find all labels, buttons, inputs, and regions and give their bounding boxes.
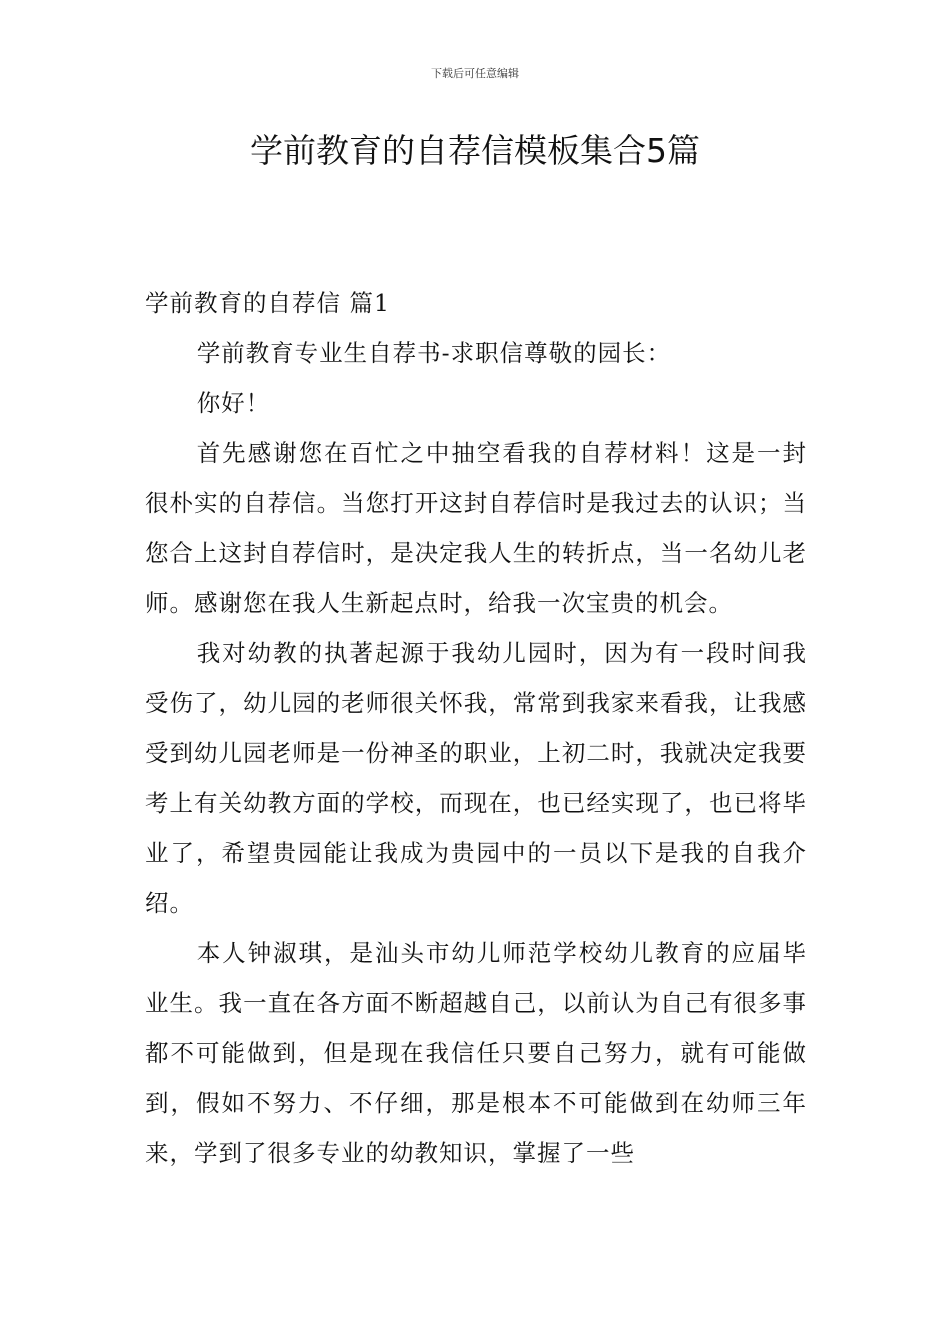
paragraph-greeting: 你好！ <box>196 389 271 417</box>
paragraph-intro: 首先感谢您在百忙之中抽空看我的自荐材料！这是一封很朴实的自荐信。当您打开这封自荐信时是我过去的认识；当您合上这封自荐信时，是决定我人生的转折点，当一名幼儿老师。感谢您在我人生新起点时，给我一次宝贵的机会。 <box>145 439 807 617</box>
document-body <box>145 278 807 1178</box>
paragraph-salutation: 学前教育专业生自荐书-求职信尊敬的园长： <box>196 339 672 367</box>
paragraph-motivation: 我对幼教的执著起源于我幼儿园时，因为有一段时间我受伤了，幼儿园的老师很关怀我，常常到我家来看我，让我感受到幼儿园老师是一份神圣的职业，上初二时，我就决定我要考上有关幼教方面的学校，而现在，也已经实现了，也已将毕业了，希望贵园能让我成为贵园中的一员以下是我的自我介绍。 <box>145 639 807 917</box>
section-heading: 学前教育的自荐信 篇1 <box>145 289 390 317</box>
paragraph-self-introduction: 本人钟淑琪，是汕头市幼儿师范学校幼儿教育的应届毕业生。我一直在各方面不断超越自己，以前认为自己有很多事都不可能做到，但是现在我信任只要自己努力，就有可能做到，假如不努力、不仔细，那是根本不可能做到在幼师三年来，学到了很多专业的幼教知识，掌握了一些 <box>145 939 807 1167</box>
document-title: 学前教育的自荐信模板集合5篇 <box>250 131 700 170</box>
header-note: 下载后可任意编辑 <box>431 67 519 80</box>
